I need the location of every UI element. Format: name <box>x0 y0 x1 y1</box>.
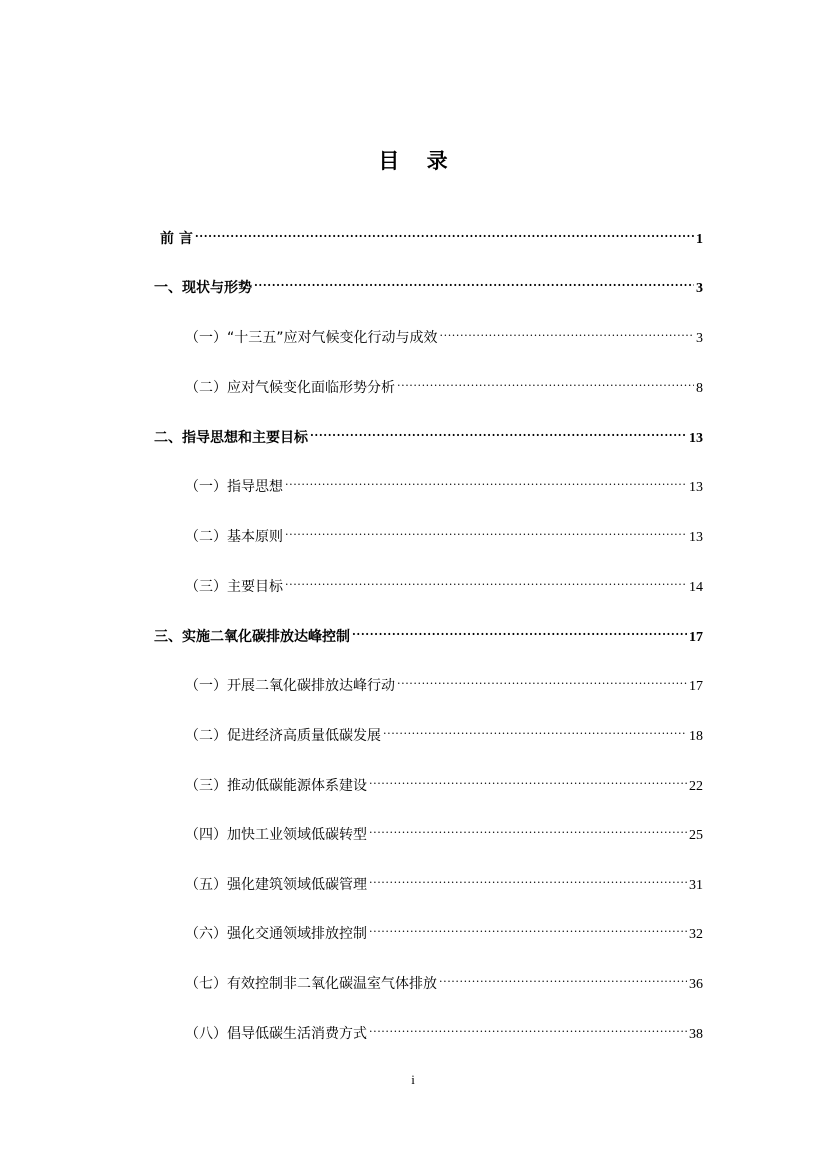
toc-entry-section-3-6[interactable] <box>185 916 703 942</box>
toc-entry-page: 38 <box>689 1027 703 1042</box>
toc-entry-page: 25 <box>689 828 703 843</box>
dot-leader <box>285 469 687 491</box>
toc-entry-page: 17 <box>689 679 703 694</box>
toc-entry-label: （五）强化建筑领域低碳管理 <box>185 877 367 893</box>
toc-entry-section-1[interactable] <box>154 270 703 296</box>
toc-entry-label: （二）促进经济高质量低碳发展 <box>185 728 381 744</box>
toc-entry-page: 13 <box>689 530 703 545</box>
toc-entry-label: （三）推动低碳能源体系建设 <box>185 778 367 794</box>
dot-leader <box>369 916 687 938</box>
dot-leader <box>397 370 694 392</box>
toc-entry-page: 22 <box>689 779 703 794</box>
toc-entry-label: （四）加快工业领域低碳转型 <box>185 827 367 843</box>
toc-entry-page: 18 <box>689 729 703 744</box>
toc-entry-section-2-3[interactable] <box>185 569 703 595</box>
toc-entry-label: （一）“十三五”应对气候变化行动与成效 <box>185 330 438 346</box>
toc-entry-label: （一）指导思想 <box>185 479 283 495</box>
toc-entry-section-2-1[interactable] <box>185 469 703 495</box>
toc-entry-section-3-7[interactable] <box>185 966 703 992</box>
toc-entry-section-3-5[interactable] <box>185 867 703 893</box>
dot-leader <box>369 817 687 839</box>
toc-entry-section-3-1[interactable] <box>185 668 703 694</box>
toc-entry-page: 32 <box>689 927 703 942</box>
toc-entry-label: （二）应对气候变化面临形势分析 <box>185 380 395 396</box>
toc-entry-preface[interactable] <box>160 221 703 247</box>
toc-entry-section-1-1[interactable] <box>185 320 703 346</box>
toc-entry-label: （一）开展二氧化碳排放达峰行动 <box>185 678 395 694</box>
toc-entry-section-3-2[interactable] <box>185 718 703 744</box>
toc-entry-page: 3 <box>696 281 703 296</box>
dot-leader <box>440 320 694 342</box>
toc-entry-page: 36 <box>689 977 703 992</box>
toc-entry-label: （七）有效控制非二氧化碳温室气体排放 <box>185 976 437 992</box>
toc-entry-section-3[interactable] <box>154 619 703 645</box>
dot-leader <box>369 768 687 790</box>
toc-entry-section-2-2[interactable] <box>185 519 703 545</box>
toc-entry-page: 17 <box>689 630 703 645</box>
toc-entry-page: 8 <box>696 381 703 396</box>
toc-entry-page: 13 <box>689 480 703 495</box>
toc-entry-section-1-2[interactable] <box>185 370 703 396</box>
toc-entry-section-3-4[interactable] <box>185 817 703 843</box>
dot-leader <box>439 966 687 988</box>
toc-entry-page: 31 <box>689 878 703 893</box>
toc-entry-section-3-8[interactable] <box>185 1016 703 1042</box>
toc-title: 目 录 <box>378 149 458 173</box>
toc-entry-label: 二、指导思想和主要目标 <box>154 430 308 446</box>
toc-entry-section-3-3[interactable] <box>185 768 703 794</box>
dot-leader <box>254 270 694 292</box>
dot-leader <box>195 221 694 243</box>
toc-entry-label: 前 言 <box>160 231 193 247</box>
toc-entry-label: （二）基本原则 <box>185 529 283 545</box>
toc-entry-label: （三）主要目标 <box>185 579 283 595</box>
toc-entry-page: 1 <box>696 232 703 247</box>
toc-entry-label: （六）强化交通领域排放控制 <box>185 926 367 942</box>
toc-entry-label: （八）倡导低碳生活消费方式 <box>185 1026 367 1042</box>
dot-leader <box>285 519 687 541</box>
dot-leader <box>383 718 687 740</box>
dot-leader <box>285 569 687 591</box>
dot-leader <box>369 867 687 889</box>
footer-page-number: i <box>411 1072 415 1087</box>
toc-entry-section-2[interactable] <box>154 420 703 446</box>
dot-leader <box>310 420 687 442</box>
toc-entry-label: 一、现状与形势 <box>154 280 252 296</box>
dot-leader <box>397 668 687 690</box>
toc-entry-page: 14 <box>689 580 703 595</box>
dot-leader <box>352 619 687 641</box>
toc-entry-page: 3 <box>696 331 703 346</box>
toc-entry-page: 13 <box>689 431 703 446</box>
toc-entry-label: 三、实施二氧化碳排放达峰控制 <box>154 629 350 645</box>
dot-leader <box>369 1016 687 1038</box>
